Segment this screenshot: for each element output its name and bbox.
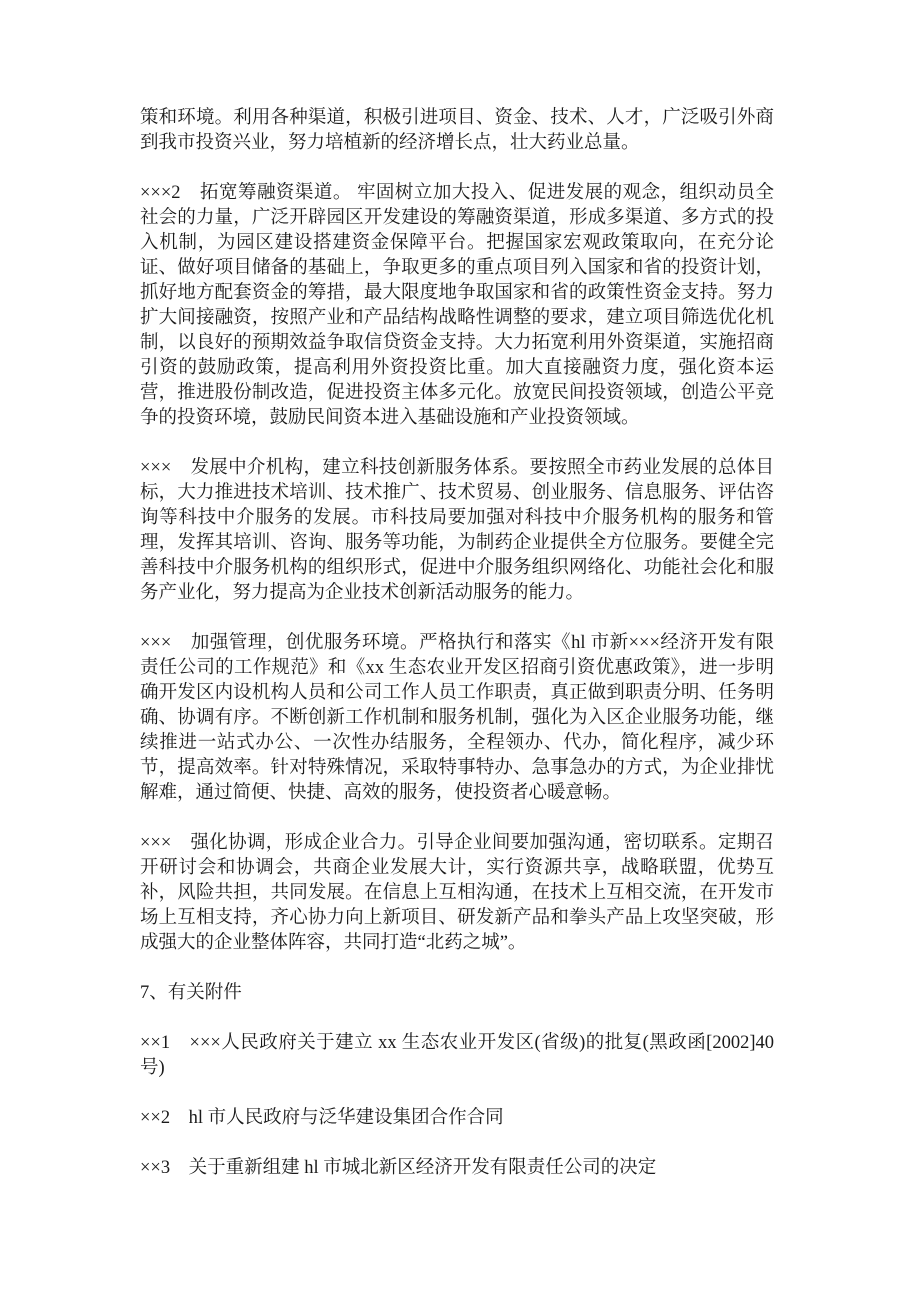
attachments-heading: 7、有关附件: [140, 983, 242, 1003]
paragraph-management-service-environment: ××× 加强管理，创优服务环境。严格执行和落实《hl 市新×××经济开发有限责任公司的工作规范》和《xx 生态农业开发区招商引资优惠政策》，进一步明确开发区内设机构人员和公司工作人员工作职责，真正做到职责分明、任务明确、协调有序。不断创新工作机制和服务机制，强化为入区企业服务功能，继续推进一站式办公、一次性办结服务，全程领办、代办，简化程序，减少环节，提高效率。针对特殊情况，采取特事特办、急事急办的方式，为企业排忧解难，通过简便、快捷、高效的服务，使投资者心暖意畅。: [140, 633, 774, 803]
attachment-item-2: ××2 hl 市人民政府与泛华建设集团合作合同: [140, 1108, 504, 1128]
attachment-item-1: ××1 ×××人民政府关于建立 xx 生态农业开发区(省级)的批复(黑政函[2002]40 号): [140, 1033, 774, 1078]
paragraph-coordination-synergy: ××× 强化协调，形成企业合力。引导企业间要加强沟通，密切联系。定期召开研讨会和协调会，共商企业发展大计，实行资源共享，战略联盟，优势互补，风险共担，共同发展。在信息上互相沟通，在技术上互相交流，在开发市场上互相支持，齐心协力向上新项目、研发新产品和拳头产品上攻坚突破，形成强大的企业整体阵容，共同打造“北药之城”。: [140, 833, 774, 953]
attachment-item-3: ××3 关于重新组建 hl 市城北新区经济开发有限责任公司的决定: [140, 1158, 657, 1178]
paragraph-financing-channels: ×××2 拓宽筹融资渠道。 牢固树立加大投入、促进发展的观念，组织动员全社会的力量，广泛开辟园区开发建设的筹融资渠道，形成多渠道、多方式的投入机制，为园区建设搭建资金保障平台。把握国家宏观政策取向，在充分论证、做好项目储备的基础上，争取更多的重点项目列入国家和省的投资计划，抓好地方配套资金的筹措，最大限度地争取国家和省的政策性资金支持。努力扩大间接融资，按照产业和产品结构战略性调整的要求，建立项目筛选优化机制，以良好的预期效益争取信贷资金支持。大力拓宽利用外资渠道，实施招商引资的鼓励政策，提高利用外资投资比重。加大直接融资力度，强化资本运营，推进股份制改造，促进投资主体多元化。放宽民间投资领域，创造公平竞争的投资环境，鼓励民间资本进入基础设施和产业投资领域。: [140, 183, 774, 428]
paragraph-policy-environment-continuation: 策和环境。利用各种渠道，积极引进项目、资金、技术、人才，广泛吸引外商到我市投资兴业，努力培植新的经济增长点，壮大药业总量。: [140, 108, 774, 153]
paragraph-intermediary-services: ××× 发展中介机构，建立科技创新服务体系。要按照全市药业发展的总体目标，大力推进技术培训、技术推广、技术贸易、创业服务、信息服务、评估咨询等科技中介服务的发展。市科技局要加强对科技中介服务机构的服务和管理，发挥其培训、咨询、服务等功能，为制药企业提供全方位服务。要健全完善科技中介服务机构的组织形式，促进中介服务组织网络化、功能社会化和服务产业化，努力提高为企业技术创新活动服务的能力。: [140, 458, 774, 603]
